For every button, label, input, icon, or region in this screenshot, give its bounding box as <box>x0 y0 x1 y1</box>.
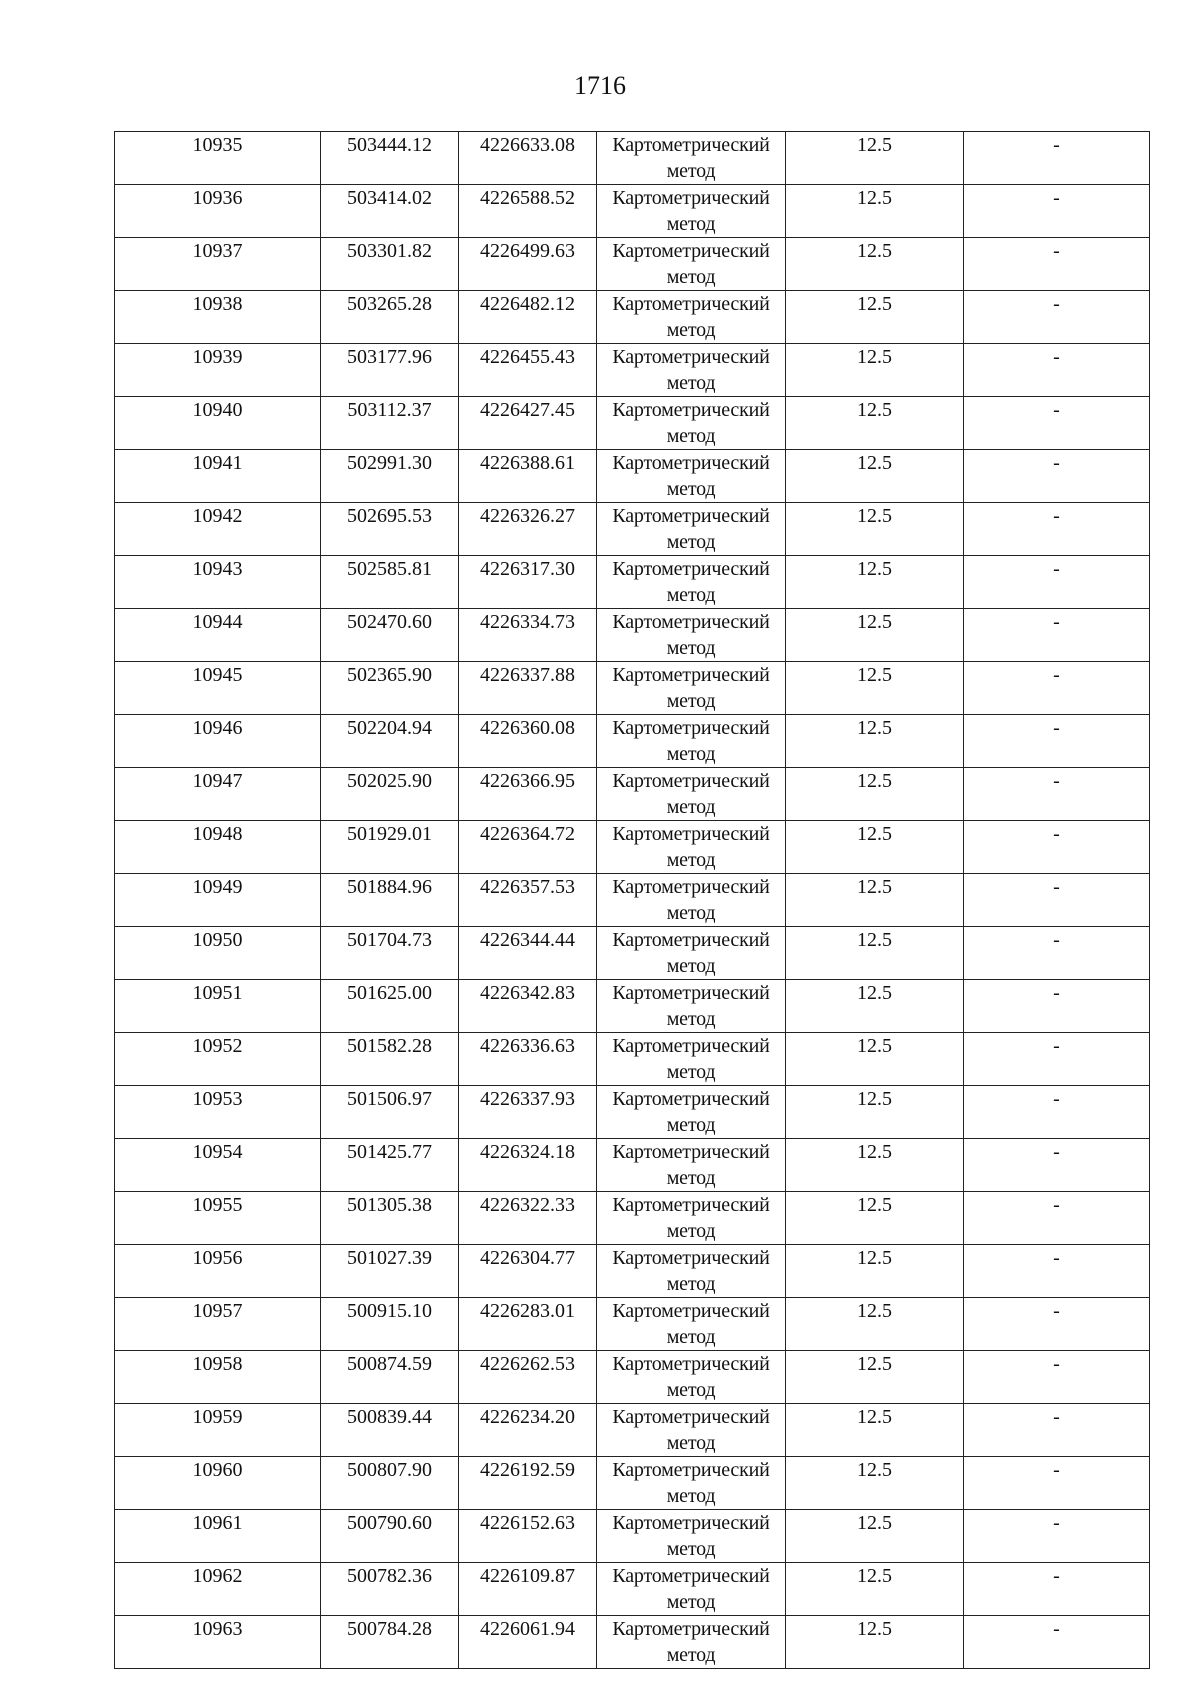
note-cell: - <box>964 132 1150 185</box>
accuracy-cell: 12.5 <box>786 927 964 980</box>
table-row <box>115 291 1150 344</box>
accuracy-cell: 12.5 <box>786 768 964 821</box>
method-line-2: метод <box>666 213 716 235</box>
y-coordinate-cell: 4226326.27 <box>459 503 597 556</box>
x-coordinate-cell: 501506.97 <box>321 1086 459 1139</box>
table-row <box>115 1298 1150 1351</box>
y-coordinate-cell: 4226262.53 <box>459 1351 597 1404</box>
x-coordinate-cell: 501929.01 <box>321 821 459 874</box>
method-cell <box>597 556 786 609</box>
accuracy-cell: 12.5 <box>786 662 964 715</box>
note-cell: - <box>964 1616 1150 1669</box>
table-row <box>115 185 1150 238</box>
accuracy-cell: 12.5 <box>786 1033 964 1086</box>
note-cell: - <box>964 874 1150 927</box>
point-number-cell: 10944 <box>115 609 321 662</box>
x-coordinate-cell: 500790.60 <box>321 1510 459 1563</box>
point-number-cell: 10962 <box>115 1563 321 1616</box>
x-coordinate-cell: 500839.44 <box>321 1404 459 1457</box>
point-number-cell: 10960 <box>115 1457 321 1510</box>
note-cell: - <box>964 1298 1150 1351</box>
accuracy-cell: 12.5 <box>786 185 964 238</box>
method-line-2: метод <box>666 955 716 977</box>
point-number-cell: 10947 <box>115 768 321 821</box>
table-row <box>115 821 1150 874</box>
method-line-1: Картометрический <box>612 346 770 368</box>
point-number-cell: 10952 <box>115 1033 321 1086</box>
table-row <box>115 874 1150 927</box>
accuracy-cell: 12.5 <box>786 503 964 556</box>
note-cell: - <box>964 1245 1150 1298</box>
method-line-1: Картометрический <box>612 1035 770 1057</box>
x-coordinate-cell: 502695.53 <box>321 503 459 556</box>
y-coordinate-cell: 4226342.83 <box>459 980 597 1033</box>
point-number-cell: 10939 <box>115 344 321 397</box>
x-coordinate-cell: 501305.38 <box>321 1192 459 1245</box>
x-coordinate-cell: 502365.90 <box>321 662 459 715</box>
x-coordinate-cell: 501704.73 <box>321 927 459 980</box>
y-coordinate-cell: 4226360.08 <box>459 715 597 768</box>
point-number-cell: 10957 <box>115 1298 321 1351</box>
page-number: 1716 <box>574 71 626 100</box>
note-cell: - <box>964 927 1150 980</box>
accuracy-cell: 12.5 <box>786 291 964 344</box>
note-cell: - <box>964 450 1150 503</box>
x-coordinate-cell: 503177.96 <box>321 344 459 397</box>
x-coordinate-cell: 500807.90 <box>321 1457 459 1510</box>
method-line-2: метод <box>666 1432 716 1454</box>
x-coordinate-cell: 502991.30 <box>321 450 459 503</box>
note-cell: - <box>964 1351 1150 1404</box>
point-number-cell: 10943 <box>115 556 321 609</box>
accuracy-cell: 12.5 <box>786 1139 964 1192</box>
table-row <box>115 768 1150 821</box>
method-cell <box>597 768 786 821</box>
accuracy-cell: 12.5 <box>786 715 964 768</box>
method-line-1: Картометрический <box>612 929 770 951</box>
note-cell: - <box>964 980 1150 1033</box>
x-coordinate-cell: 501425.77 <box>321 1139 459 1192</box>
method-cell <box>597 609 786 662</box>
method-cell <box>597 1245 786 1298</box>
x-coordinate-cell: 503265.28 <box>321 291 459 344</box>
table-row <box>115 1404 1150 1457</box>
method-line-1: Картометрический <box>612 558 770 580</box>
method-line-1: Картометрический <box>612 823 770 845</box>
method-cell <box>597 1404 786 1457</box>
method-cell <box>597 1563 786 1616</box>
method-cell <box>597 344 786 397</box>
y-coordinate-cell: 4226499.63 <box>459 238 597 291</box>
method-line-1: Картометрический <box>612 982 770 1004</box>
method-line-1: Картометрический <box>612 664 770 686</box>
method-cell <box>597 1510 786 1563</box>
point-number-cell: 10946 <box>115 715 321 768</box>
point-number-cell: 10940 <box>115 397 321 450</box>
method-line-2: метод <box>666 743 716 765</box>
method-line-1: Картометрический <box>612 611 770 633</box>
method-cell <box>597 980 786 1033</box>
accuracy-cell: 12.5 <box>786 1616 964 1669</box>
method-line-1: Картометрический <box>612 293 770 315</box>
table-row <box>115 1139 1150 1192</box>
method-cell <box>597 874 786 927</box>
accuracy-cell: 12.5 <box>786 344 964 397</box>
accuracy-cell: 12.5 <box>786 238 964 291</box>
method-line-1: Картометрический <box>612 1459 770 1481</box>
y-coordinate-cell: 4226192.59 <box>459 1457 597 1510</box>
method-line-1: Картометрический <box>612 770 770 792</box>
method-line-2: метод <box>666 849 716 871</box>
point-number-cell: 10961 <box>115 1510 321 1563</box>
method-line-1: Картометрический <box>612 505 770 527</box>
table-row <box>115 1616 1150 1669</box>
method-cell <box>597 503 786 556</box>
table-row <box>115 927 1150 980</box>
method-cell <box>597 132 786 185</box>
x-coordinate-cell: 503112.37 <box>321 397 459 450</box>
y-coordinate-cell: 4226234.20 <box>459 1404 597 1457</box>
method-line-2: метод <box>666 1485 716 1507</box>
point-number-cell: 10950 <box>115 927 321 980</box>
accuracy-cell: 12.5 <box>786 1245 964 1298</box>
note-cell: - <box>964 1086 1150 1139</box>
note-cell: - <box>964 397 1150 450</box>
table-row <box>115 397 1150 450</box>
method-line-2: метод <box>666 531 716 553</box>
point-number-cell: 10945 <box>115 662 321 715</box>
method-line-2: метод <box>666 319 716 341</box>
note-cell: - <box>964 1139 1150 1192</box>
accuracy-cell: 12.5 <box>786 821 964 874</box>
table-row <box>115 1510 1150 1563</box>
y-coordinate-cell: 4226366.95 <box>459 768 597 821</box>
x-coordinate-cell: 500782.36 <box>321 1563 459 1616</box>
method-cell <box>597 397 786 450</box>
note-cell: - <box>964 768 1150 821</box>
table-row <box>115 662 1150 715</box>
point-number-cell: 10935 <box>115 132 321 185</box>
method-line-2: метод <box>666 478 716 500</box>
method-line-1: Картометрический <box>612 717 770 739</box>
table-row <box>115 344 1150 397</box>
note-cell: - <box>964 1033 1150 1086</box>
note-cell: - <box>964 1192 1150 1245</box>
table-row <box>115 1563 1150 1616</box>
method-line-2: метод <box>666 425 716 447</box>
table-row <box>115 503 1150 556</box>
y-coordinate-cell: 4226344.44 <box>459 927 597 980</box>
point-number-cell: 10949 <box>115 874 321 927</box>
method-line-2: метод <box>666 690 716 712</box>
point-number-cell: 10959 <box>115 1404 321 1457</box>
y-coordinate-cell: 4226388.61 <box>459 450 597 503</box>
point-number-cell: 10937 <box>115 238 321 291</box>
x-coordinate-cell: 502470.60 <box>321 609 459 662</box>
method-line-1: Картометрический <box>612 1194 770 1216</box>
method-line-2: метод <box>666 1644 716 1666</box>
x-coordinate-cell: 502025.90 <box>321 768 459 821</box>
y-coordinate-cell: 4226152.63 <box>459 1510 597 1563</box>
accuracy-cell: 12.5 <box>786 1457 964 1510</box>
note-cell: - <box>964 662 1150 715</box>
method-line-2: метод <box>666 1326 716 1348</box>
y-coordinate-cell: 4226061.94 <box>459 1616 597 1669</box>
accuracy-cell: 12.5 <box>786 1404 964 1457</box>
y-coordinate-cell: 4226337.88 <box>459 662 597 715</box>
accuracy-cell: 12.5 <box>786 397 964 450</box>
table-row <box>115 1245 1150 1298</box>
accuracy-cell: 12.5 <box>786 1298 964 1351</box>
method-cell <box>597 1139 786 1192</box>
method-cell <box>597 1033 786 1086</box>
method-cell <box>597 1457 786 1510</box>
point-number-cell: 10958 <box>115 1351 321 1404</box>
method-line-1: Картометрический <box>612 1512 770 1534</box>
table-row <box>115 556 1150 609</box>
x-coordinate-cell: 502204.94 <box>321 715 459 768</box>
method-cell <box>597 1192 786 1245</box>
table-row <box>115 1457 1150 1510</box>
table-body <box>115 132 1150 1669</box>
y-coordinate-cell: 4226588.52 <box>459 185 597 238</box>
method-line-2: метод <box>666 1273 716 1295</box>
point-number-cell: 10948 <box>115 821 321 874</box>
table-row <box>115 1033 1150 1086</box>
point-number-cell: 10963 <box>115 1616 321 1669</box>
method-line-2: метод <box>666 584 716 606</box>
method-line-2: метод <box>666 796 716 818</box>
method-cell <box>597 1351 786 1404</box>
accuracy-cell: 12.5 <box>786 1351 964 1404</box>
x-coordinate-cell: 501027.39 <box>321 1245 459 1298</box>
method-cell <box>597 821 786 874</box>
table-row <box>115 1351 1150 1404</box>
y-coordinate-cell: 4226357.53 <box>459 874 597 927</box>
note-cell: - <box>964 1563 1150 1616</box>
note-cell: - <box>964 556 1150 609</box>
method-line-1: Картометрический <box>612 399 770 421</box>
method-cell <box>597 1298 786 1351</box>
y-coordinate-cell: 4226482.12 <box>459 291 597 344</box>
method-line-2: метод <box>666 1220 716 1242</box>
accuracy-cell: 12.5 <box>786 1086 964 1139</box>
point-number-cell: 10953 <box>115 1086 321 1139</box>
accuracy-cell: 12.5 <box>786 1563 964 1616</box>
accuracy-cell: 12.5 <box>786 132 964 185</box>
accuracy-cell: 12.5 <box>786 450 964 503</box>
method-line-2: метод <box>666 266 716 288</box>
method-line-1: Картометрический <box>612 240 770 262</box>
y-coordinate-cell: 4226304.77 <box>459 1245 597 1298</box>
note-cell: - <box>964 715 1150 768</box>
method-line-1: Картометрический <box>612 452 770 474</box>
y-coordinate-cell: 4226337.93 <box>459 1086 597 1139</box>
y-coordinate-cell: 4226324.18 <box>459 1139 597 1192</box>
point-number-cell: 10936 <box>115 185 321 238</box>
accuracy-cell: 12.5 <box>786 1510 964 1563</box>
table-row <box>115 609 1150 662</box>
table-row <box>115 1086 1150 1139</box>
note-cell: - <box>964 821 1150 874</box>
method-line-2: метод <box>666 160 716 182</box>
method-line-1: Картометрический <box>612 1300 770 1322</box>
table-row <box>115 132 1150 185</box>
method-line-2: метод <box>666 637 716 659</box>
method-line-1: Картометрический <box>612 1141 770 1163</box>
y-coordinate-cell: 4226109.87 <box>459 1563 597 1616</box>
method-cell <box>597 662 786 715</box>
method-line-1: Картометрический <box>612 134 770 156</box>
method-cell <box>597 715 786 768</box>
method-line-2: метод <box>666 372 716 394</box>
accuracy-cell: 12.5 <box>786 874 964 927</box>
x-coordinate-cell: 500784.28 <box>321 1616 459 1669</box>
x-coordinate-cell: 503444.12 <box>321 132 459 185</box>
point-number-cell: 10941 <box>115 450 321 503</box>
x-coordinate-cell: 500915.10 <box>321 1298 459 1351</box>
table-row <box>115 980 1150 1033</box>
accuracy-cell: 12.5 <box>786 980 964 1033</box>
x-coordinate-cell: 501582.28 <box>321 1033 459 1086</box>
table-row <box>115 238 1150 291</box>
method-cell <box>597 185 786 238</box>
point-number-cell: 10954 <box>115 1139 321 1192</box>
method-line-2: метод <box>666 1591 716 1613</box>
accuracy-cell: 12.5 <box>786 1192 964 1245</box>
y-coordinate-cell: 4226455.43 <box>459 344 597 397</box>
y-coordinate-cell: 4226317.30 <box>459 556 597 609</box>
y-coordinate-cell: 4226334.73 <box>459 609 597 662</box>
x-coordinate-cell: 503301.82 <box>321 238 459 291</box>
accuracy-cell: 12.5 <box>786 556 964 609</box>
method-cell <box>597 450 786 503</box>
point-number-cell: 10938 <box>115 291 321 344</box>
table-row <box>115 1192 1150 1245</box>
method-line-1: Картометрический <box>612 876 770 898</box>
point-number-cell: 10951 <box>115 980 321 1033</box>
y-coordinate-cell: 4226322.33 <box>459 1192 597 1245</box>
point-number-cell: 10942 <box>115 503 321 556</box>
method-line-2: метод <box>666 1061 716 1083</box>
method-line-2: метод <box>666 1538 716 1560</box>
method-line-1: Картометрический <box>612 1565 770 1587</box>
method-cell <box>597 1086 786 1139</box>
method-cell <box>597 238 786 291</box>
method-cell <box>597 1616 786 1669</box>
x-coordinate-cell: 500874.59 <box>321 1351 459 1404</box>
table-row <box>115 450 1150 503</box>
x-coordinate-cell: 501625.00 <box>321 980 459 1033</box>
x-coordinate-cell: 503414.02 <box>321 185 459 238</box>
note-cell: - <box>964 1404 1150 1457</box>
method-line-1: Картометрический <box>612 1618 770 1640</box>
coordinates-table <box>114 131 1150 1669</box>
y-coordinate-cell: 4226633.08 <box>459 132 597 185</box>
table-row <box>115 715 1150 768</box>
method-line-2: метод <box>666 902 716 924</box>
x-coordinate-cell: 501884.96 <box>321 874 459 927</box>
point-number-cell: 10956 <box>115 1245 321 1298</box>
note-cell: - <box>964 344 1150 397</box>
method-line-2: метод <box>666 1008 716 1030</box>
note-cell: - <box>964 291 1150 344</box>
note-cell: - <box>964 1457 1150 1510</box>
method-line-1: Картометрический <box>612 1406 770 1428</box>
note-cell: - <box>964 185 1150 238</box>
method-cell <box>597 927 786 980</box>
y-coordinate-cell: 4226283.01 <box>459 1298 597 1351</box>
x-coordinate-cell: 502585.81 <box>321 556 459 609</box>
method-line-2: метод <box>666 1379 716 1401</box>
note-cell: - <box>964 238 1150 291</box>
method-line-1: Картометрический <box>612 1247 770 1269</box>
note-cell: - <box>964 1510 1150 1563</box>
point-number-cell: 10955 <box>115 1192 321 1245</box>
method-line-1: Картометрический <box>612 1088 770 1110</box>
method-cell <box>597 291 786 344</box>
y-coordinate-cell: 4226427.45 <box>459 397 597 450</box>
method-line-2: метод <box>666 1114 716 1136</box>
method-line-1: Картометрический <box>612 187 770 209</box>
accuracy-cell: 12.5 <box>786 609 964 662</box>
method-line-2: метод <box>666 1167 716 1189</box>
note-cell: - <box>964 609 1150 662</box>
note-cell: - <box>964 503 1150 556</box>
y-coordinate-cell: 4226336.63 <box>459 1033 597 1086</box>
method-line-1: Картометрический <box>612 1353 770 1375</box>
y-coordinate-cell: 4226364.72 <box>459 821 597 874</box>
